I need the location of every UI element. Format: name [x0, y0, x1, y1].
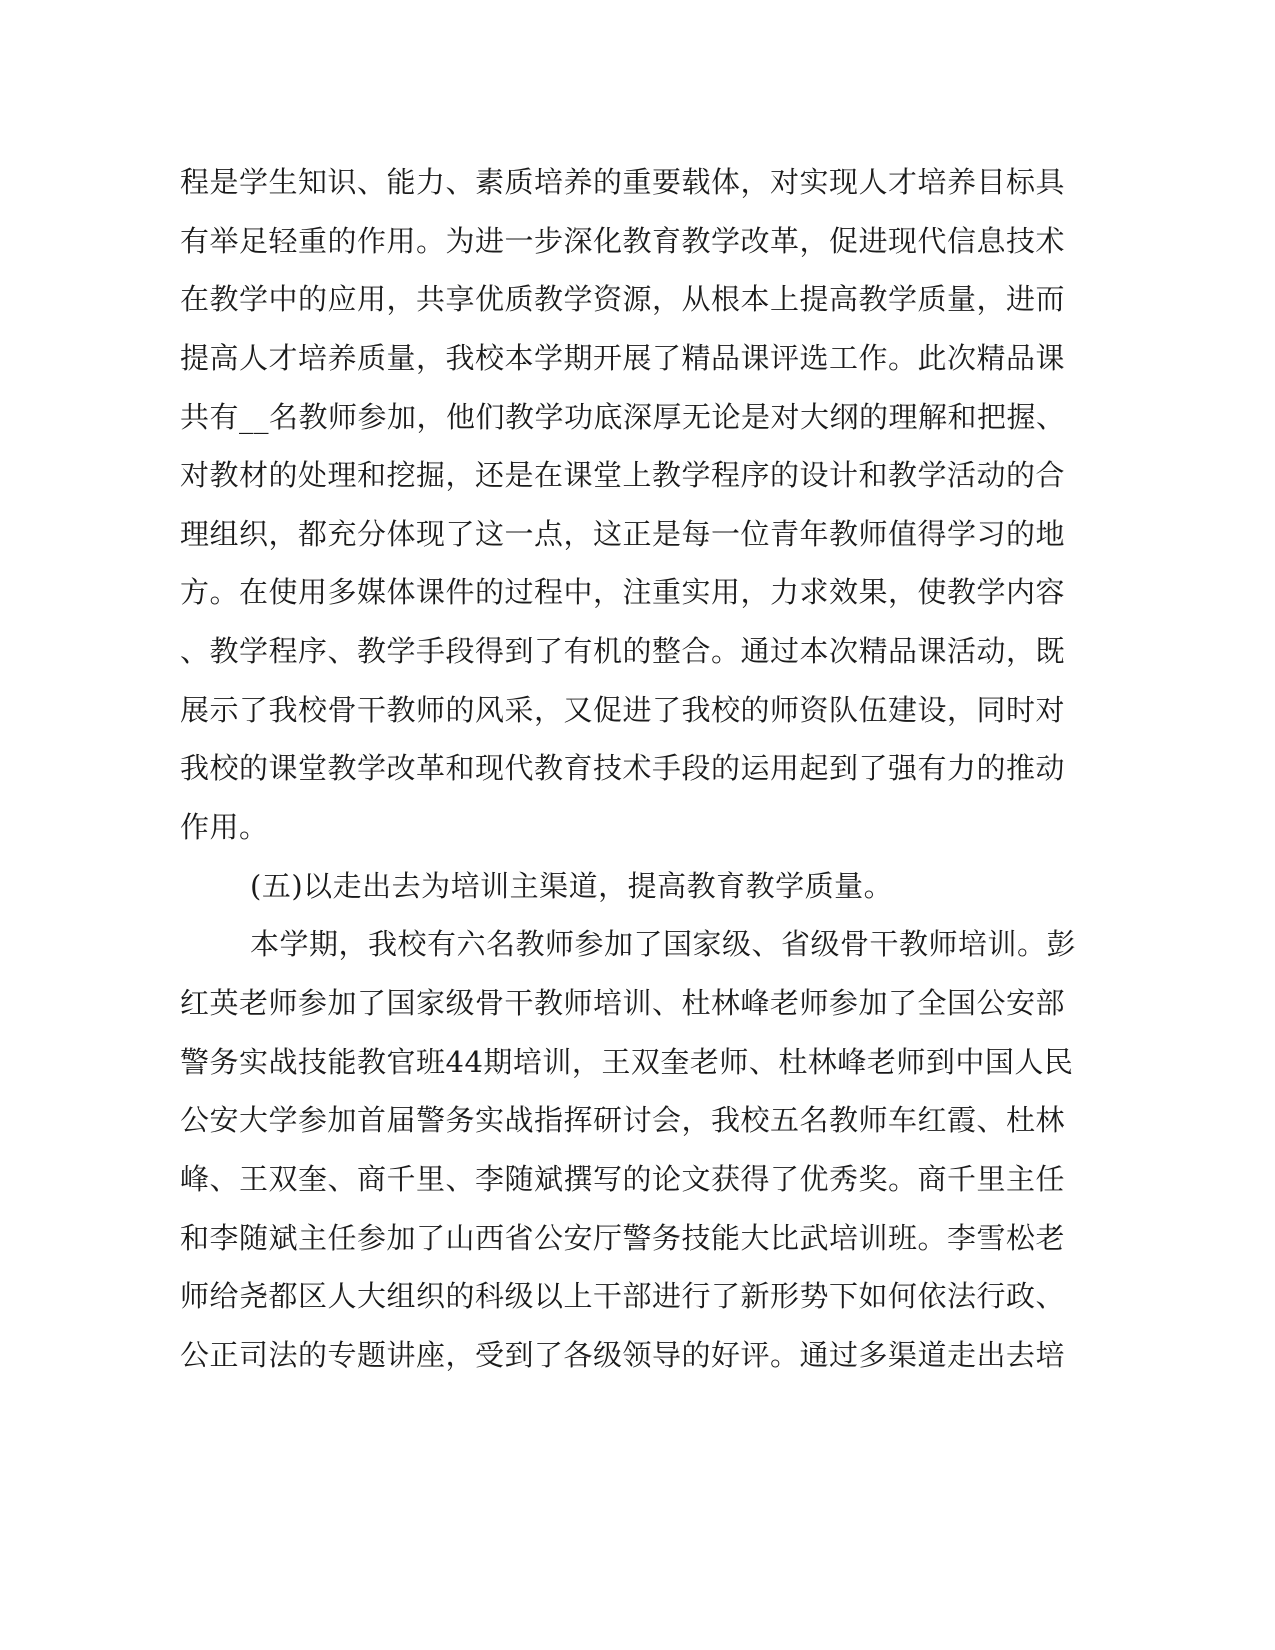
paragraph-line: 有举足轻重的作用。为进一步深化教育教学改革，促进现代信息技术 — [180, 224, 1066, 258]
paragraph-line: 我校的课堂教学改革和现代教育技术手段的运用起到了强有力的推动 — [180, 751, 1066, 785]
paragraph-line: 本学期，我校有六名教师参加了国家级、省级骨干教师培训。彭 — [250, 927, 1077, 961]
paragraph-line: 展示了我校骨干教师的风采，又促进了我校的师资队伍建设，同时对 — [180, 693, 1066, 727]
section-heading: (五)以走出去为培训主渠道，提高教育教学质量。 — [250, 869, 894, 903]
paragraph-line: 公安大学参加首届警务实战指挥研讨会，我校五名教师车红霞、杜林 — [180, 1103, 1066, 1137]
paragraph-line: 师给尧都区人大组织的科级以上干部进行了新形势下如何依法行政、 — [180, 1279, 1066, 1313]
paragraph-line: 峰、王双奎、商千里、李随斌撰写的论文获得了优秀奖。商千里主任 — [180, 1162, 1066, 1196]
paragraph-line: 共有__名教师参加，他们教学功底深厚无论是对大纲的理解和把握、 — [180, 400, 1066, 434]
paragraph-line: 在教学中的应用，共享优质教学资源，从根本上提高教学质量，进而 — [180, 282, 1066, 316]
paragraph-line: 方。在使用多媒体课件的过程中，注重实用，力求效果，使教学内容 — [180, 575, 1066, 609]
paragraph-line: 对教材的处理和挖掘，还是在课堂上教学程序的设计和教学活动的合 — [180, 458, 1066, 492]
paragraph-line: 和李随斌主任参加了山西省公安厅警务技能大比武培训班。李雪松老 — [180, 1221, 1066, 1255]
paragraph-line: 程是学生知识、能力、素质培养的重要载体，对实现人才培养目标具 — [180, 165, 1066, 199]
paragraph-line: 警务实战技能教官班44期培训，王双奎老师、杜林峰老师到中国人民 — [180, 1045, 1074, 1079]
paragraph-line: 红英老师参加了国家级骨干教师培训、杜林峰老师参加了全国公安部 — [180, 986, 1066, 1020]
paragraph-line: 公正司法的专题讲座，受到了各级领导的好评。通过多渠道走出去培 — [180, 1338, 1066, 1372]
paragraph-line: 提高人才培养质量，我校本学期开展了精品课评选工作。此次精品课 — [180, 341, 1066, 375]
paragraph-line: 、教学程序、教学手段得到了有机的整合。通过本次精品课活动，既 — [180, 634, 1066, 668]
paragraph-line: 理组织，都充分体现了这一点，这正是每一位青年教师值得学习的地 — [180, 517, 1066, 551]
paragraph-line: 作用。 — [180, 810, 269, 844]
